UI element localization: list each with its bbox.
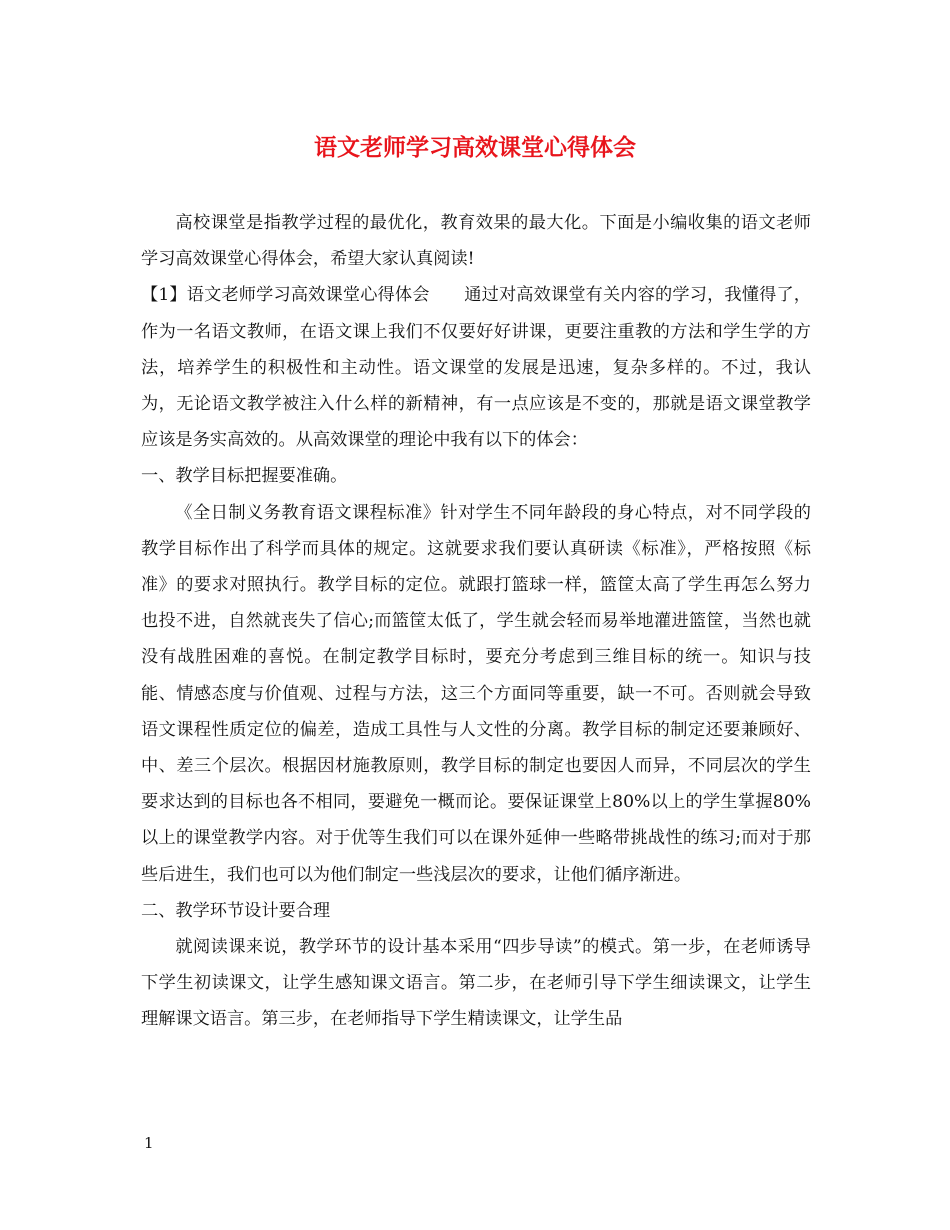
heading-teaching-steps: 二、教学环节设计要合理 <box>141 900 331 921</box>
heading-teaching-goals: 一、教学目标把握要准确。 <box>141 466 348 487</box>
section-1-paragraph: 【1】语文老师学习高效课堂心得体会 通过对高效课堂有关内容的学习，我懂得了，作为一名语文教师，在语文课上我们不仅要好好讲课，更要注重教的方法和学生学的方法，培养学生的积极性和主动性。语文课堂的发展是迅速，复杂多样的。不过，我认为，无论语文教学被注入什么样的新精神，有一点应该是不变的，那就是语文课堂教学应该是务实高效的。从高效课堂的理论中我有以下的体会： <box>141 285 811 451</box>
document-title: 语文老师学习高效课堂心得体会 <box>314 134 636 161</box>
page-number: 1 <box>144 1134 154 1152</box>
document-body <box>141 205 811 1038</box>
intro-paragraph: 高校课堂是指教学过程的最优化，教育效果的最大化。下面是小编收集的语文老师学习高效课堂心得体会，希望大家认真阅读! <box>141 213 811 270</box>
teaching-goals-paragraph: 《全日制义务教育语文课程标准》针对学生不同年龄段的身心特点，对不同学段的教学目标作出了科学而具体的规定。这就要求我们要认真研读《标准》，严格按照《标准》的要求对照执行。教学目标的定位。就跟打篮球一样，篮筐太高了学生再怎么努力也投不进，自然就丧失了信心;而篮筐太低了，学生就会轻而易举地灌进篮筐，当然也就没有战胜困难的喜悦。在制定教学目标时，要充分考虑到三维目标的统一。知识与技能、情感态度与价值观、过程与方法，这三个方面同等重要，缺一不可。否则就会导致语文课程性质定位的偏差，造成工具性与人文性的分离。教学目标的制定还要兼顾好、中、差三个层次。根据因材施教原则，教学目标的制定也要因人而异，不同层次的学生要求达到的目标也各不相同，要避免一概而论。要保证课堂上80%以上的学生掌握80%以上的课堂教学内容。对于优等生我们可以在课外延伸一些略带挑战性的练习;而对于那些后进生，我们也可以为他们制定一些浅层次的要求，让他们循序渐进。 <box>141 502 811 885</box>
teaching-steps-paragraph: 就阅读课来说，教学环节的设计基本采用“四步导读”的模式。第一步，在老师诱导下学生初读课文，让学生感知课文语言。第二步，在老师引导下学生细读课文，让学生理解课文语言。第三步，在老师指导下学生精读课文，让学生品 <box>141 937 811 1030</box>
